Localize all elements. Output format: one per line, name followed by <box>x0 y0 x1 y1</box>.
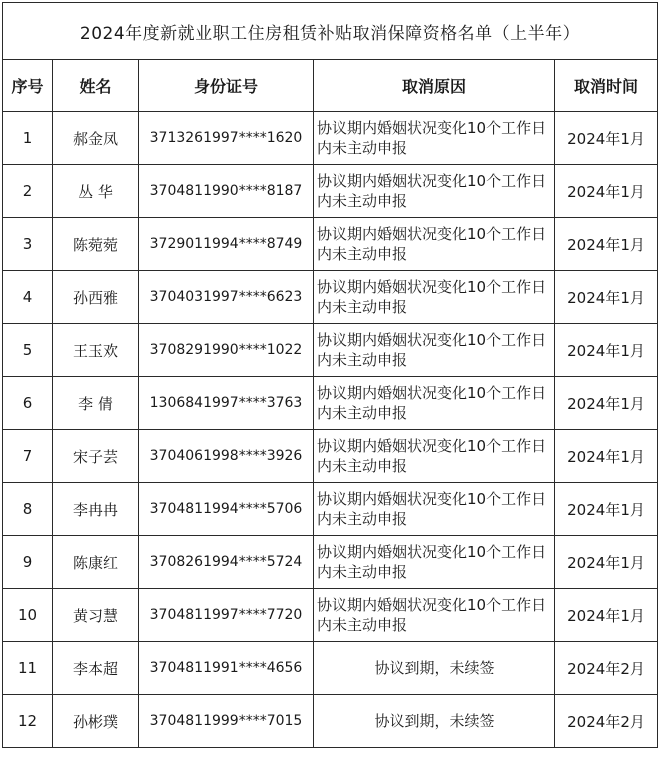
cell-id-card: 3704061998****3926 <box>139 430 314 483</box>
table-row <box>3 218 658 271</box>
cell-reason: 协议到期，未续签 <box>314 642 555 695</box>
cancellation-list-table <box>2 2 658 748</box>
cell-name: 李 倩 <box>53 377 139 430</box>
cell-id-card: 3704811997****7720 <box>139 589 314 642</box>
cell-no: 5 <box>3 324 53 377</box>
cell-time: 2024年1月 <box>555 271 658 324</box>
cell-id-card: 3704031997****6623 <box>139 271 314 324</box>
cell-no: 4 <box>3 271 53 324</box>
cell-name: 宋子芸 <box>53 430 139 483</box>
table-row <box>3 430 658 483</box>
cell-name: 陈康红 <box>53 536 139 589</box>
table-row <box>3 536 658 589</box>
cell-time: 2024年2月 <box>555 642 658 695</box>
table-row <box>3 165 658 218</box>
cell-no: 1 <box>3 112 53 165</box>
cell-name: 郝金凤 <box>53 112 139 165</box>
cell-id-card: 3708291990****1022 <box>139 324 314 377</box>
cell-no: 3 <box>3 218 53 271</box>
cell-name: 孙彬璞 <box>53 695 139 748</box>
cell-name: 陈菀菀 <box>53 218 139 271</box>
cell-no: 8 <box>3 483 53 536</box>
table-row <box>3 112 658 165</box>
table-row <box>3 695 658 748</box>
cell-name: 黄习慧 <box>53 589 139 642</box>
document-sheet <box>2 2 657 761</box>
header-no: 序号 <box>3 60 53 112</box>
header-id-card: 身份证号 <box>139 60 314 112</box>
table-row <box>3 377 658 430</box>
cell-no: 12 <box>3 695 53 748</box>
header-reason: 取消原因 <box>314 60 555 112</box>
header-name: 姓名 <box>53 60 139 112</box>
cell-time: 2024年1月 <box>555 165 658 218</box>
table-row <box>3 589 658 642</box>
cell-reason: 协议期内婚姻状况变化10个工作日内未主动申报 <box>314 218 555 271</box>
cell-reason: 协议期内婚姻状况变化10个工作日内未主动申报 <box>314 536 555 589</box>
cell-reason: 协议期内婚姻状况变化10个工作日内未主动申报 <box>314 430 555 483</box>
cell-id-card: 3704811999****7015 <box>139 695 314 748</box>
cell-id-card: 3729011994****8749 <box>139 218 314 271</box>
cell-reason: 协议期内婚姻状况变化10个工作日内未主动申报 <box>314 377 555 430</box>
cell-time: 2024年2月 <box>555 695 658 748</box>
header-time: 取消时间 <box>555 60 658 112</box>
cell-id-card: 3708261994****5724 <box>139 536 314 589</box>
cell-no: 6 <box>3 377 53 430</box>
table-row <box>3 642 658 695</box>
cell-time: 2024年1月 <box>555 536 658 589</box>
cell-id-card: 3713261997****1620 <box>139 112 314 165</box>
table-row <box>3 324 658 377</box>
cell-time: 2024年1月 <box>555 112 658 165</box>
cell-reason: 协议期内婚姻状况变化10个工作日内未主动申报 <box>314 483 555 536</box>
title-row <box>3 3 658 60</box>
cell-name: 孙西雅 <box>53 271 139 324</box>
cell-id-card: 3704811990****8187 <box>139 165 314 218</box>
cell-name: 李冉冉 <box>53 483 139 536</box>
cell-name: 王玉欢 <box>53 324 139 377</box>
cell-reason: 协议期内婚姻状况变化10个工作日内未主动申报 <box>314 112 555 165</box>
cell-no: 10 <box>3 589 53 642</box>
cell-time: 2024年1月 <box>555 324 658 377</box>
cell-time: 2024年1月 <box>555 589 658 642</box>
cell-time: 2024年1月 <box>555 377 658 430</box>
table-row <box>3 271 658 324</box>
cell-id-card: 3704811991****4656 <box>139 642 314 695</box>
cell-reason: 协议到期，未续签 <box>314 695 555 748</box>
cell-no: 11 <box>3 642 53 695</box>
cell-name: 李本超 <box>53 642 139 695</box>
cell-reason: 协议期内婚姻状况变化10个工作日内未主动申报 <box>314 271 555 324</box>
cell-no: 9 <box>3 536 53 589</box>
cell-no: 2 <box>3 165 53 218</box>
header-row <box>3 60 658 112</box>
cell-time: 2024年1月 <box>555 430 658 483</box>
cell-time: 2024年1月 <box>555 218 658 271</box>
cell-id-card: 1306841997****3763 <box>139 377 314 430</box>
cell-time: 2024年1月 <box>555 483 658 536</box>
cell-reason: 协议期内婚姻状况变化10个工作日内未主动申报 <box>314 324 555 377</box>
page-title: 2024年度新就业职工住房租赁补贴取消保障资格名单（上半年） <box>3 3 658 60</box>
cell-id-card: 3704811994****5706 <box>139 483 314 536</box>
cell-reason: 协议期内婚姻状况变化10个工作日内未主动申报 <box>314 165 555 218</box>
cell-reason: 协议期内婚姻状况变化10个工作日内未主动申报 <box>314 589 555 642</box>
cell-no: 7 <box>3 430 53 483</box>
table-row <box>3 483 658 536</box>
cell-name: 丛 华 <box>53 165 139 218</box>
